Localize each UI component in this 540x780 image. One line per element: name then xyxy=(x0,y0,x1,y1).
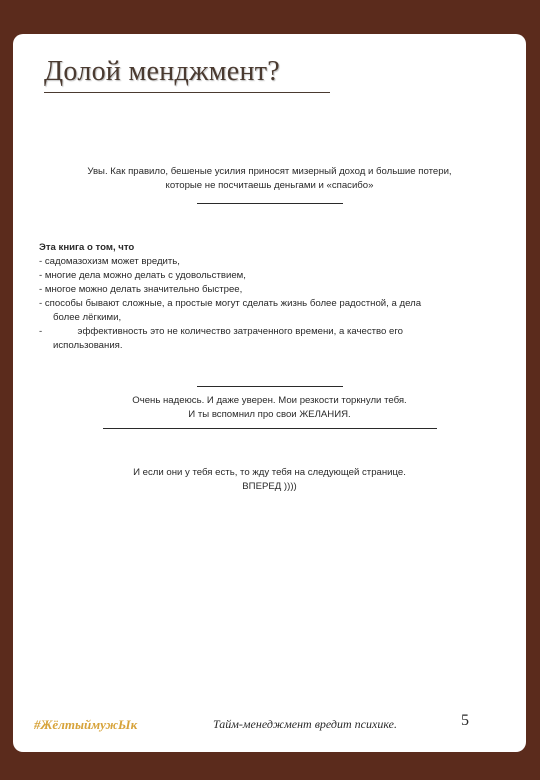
intro-spacer xyxy=(53,193,486,197)
list-heading: Эта книга о том, что xyxy=(39,242,135,253)
intro-line-1: Увы. Как правило, бешеные усилия приносят мизерный доход и большие потери, xyxy=(87,166,452,177)
hope-line-1: Очень надеюсь. И даже уверен. Мои резкости торкнули тебя. xyxy=(132,395,407,406)
intro-line-2: которые не посчитаешь деньгами и «спасибо» xyxy=(165,180,374,191)
hope-line-2: И ты вспомнил про свои ЖЕЛАНИЯ. xyxy=(188,409,351,420)
footer-note: Тайм-менеджмент вредит психике. xyxy=(213,717,397,731)
footer-hashtag: #ЖёлтыймужЫк xyxy=(34,717,138,732)
list-item-3: - многое можно делать значительно быстрее, xyxy=(39,284,243,295)
closing-line-2: ВПЕРЕД )))) xyxy=(242,481,297,492)
list-item-5 xyxy=(39,325,489,339)
document-page xyxy=(13,34,526,752)
page-number: 5 xyxy=(461,712,469,729)
title-underline xyxy=(44,92,330,93)
separator-line-3 xyxy=(103,428,437,429)
list-item-2: - многие дела можно делать с удовольствием, xyxy=(39,270,246,281)
page-title: Долой менджмент? xyxy=(44,56,281,87)
intro-paragraph xyxy=(13,165,526,211)
list-item-1: - садомазохизм может вредить, xyxy=(39,256,180,267)
feature-list xyxy=(39,241,489,353)
separator-line-1 xyxy=(197,203,343,204)
list-item-5-cont: использования. xyxy=(53,340,123,351)
hope-paragraph xyxy=(13,380,526,436)
list-item-4-cont: более лёгкими, xyxy=(53,312,122,323)
closing-paragraph xyxy=(13,466,526,494)
list-item-4: - способы бывают сложные, а простые могут сделать жизнь более радостной, а дела xyxy=(39,298,422,309)
separator-line-2 xyxy=(197,386,343,387)
list-item-5-text: эффективность это не количество затраченного времени, а качество его xyxy=(77,326,404,337)
list-item-5-dash: - xyxy=(39,326,43,337)
closing-line-1: И если они у тебя есть, то жду тебя на следующей странице. xyxy=(133,467,406,478)
